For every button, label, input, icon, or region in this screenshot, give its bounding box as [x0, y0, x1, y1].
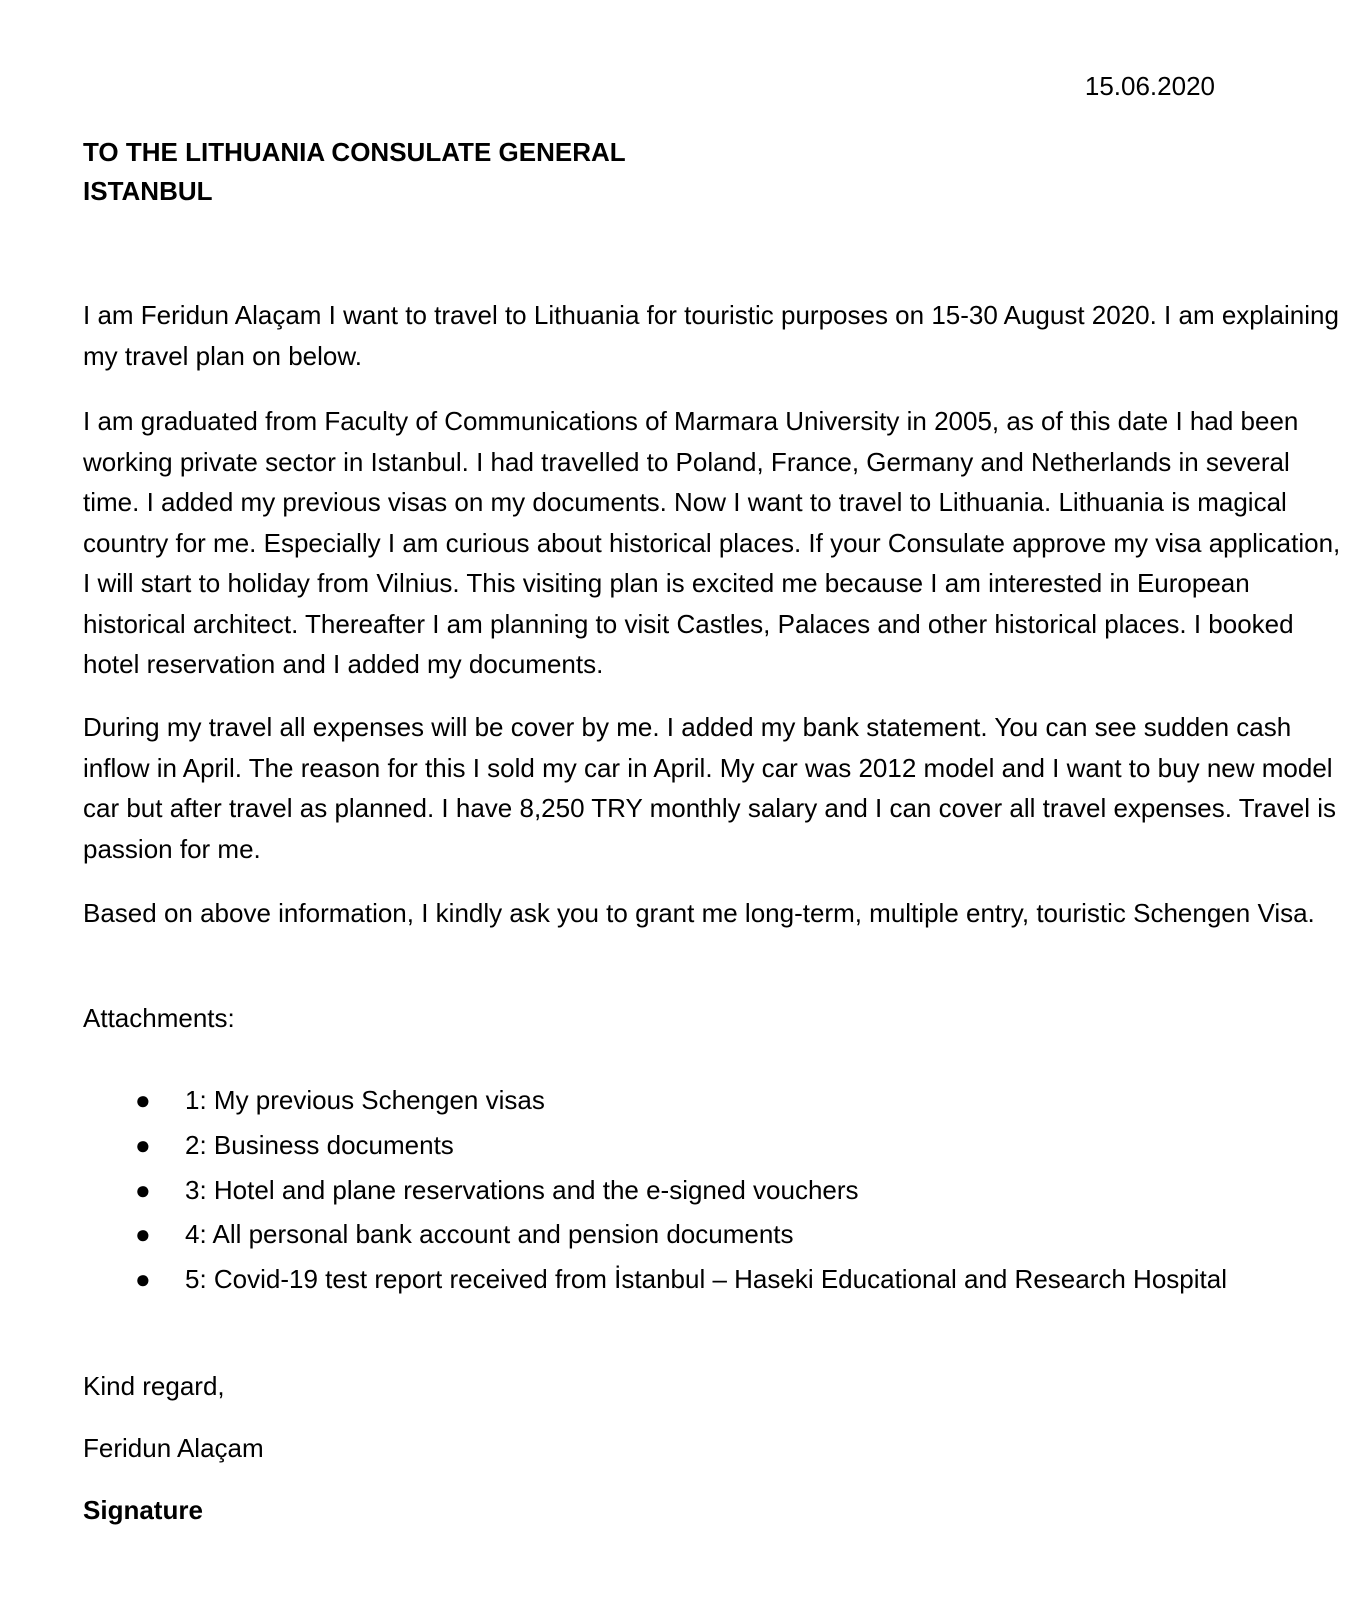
attachment-text: 1: My previous Schengen visas [185, 1085, 545, 1115]
attachment-text: 4: All personal bank account and pension documents [185, 1219, 794, 1250]
sender-name: Feridun Alaçam [83, 1433, 264, 1463]
attachments-list [83, 1078, 1353, 1302]
attachment-text: 5: Covid-19 test report received from İstanbul – Haseki Educational and Research Hospital [185, 1264, 1227, 1295]
background-paragraph: I am graduated from Faculty of Communications of Marmara University in 2005, as of this date I had been working private sector in Istanbul. I had travelled to Poland, France, Germany and Netherlands in several time. I added my previous visas on my documents. Now I want to travel to Lithuania. Lithuania is magical country for me. Especially I am curious about historical places. If your Consulate approve my visa application, I will start to holiday from Vilnius. This visiting plan is excited me because I am interested in European historical architect. Thereafter I am planning to visit Castles, Palaces and other historical places. I booked hotel reservation and I added my documents. [83, 406, 1341, 679]
closing-regard: Kind regard, [83, 1371, 225, 1401]
list-item [83, 1078, 1353, 1123]
request-paragraph: Based on above information, I kindly ask you to grant me long-term, multiple entry, touristic Schengen Visa. [83, 898, 1315, 928]
bullet-icon: ● [135, 1264, 151, 1295]
signature-label: Signature [83, 1495, 203, 1525]
recipient-line-1: TO THE LITHUANIA CONSULATE GENERAL [83, 137, 626, 167]
attachment-text: 2: Business documents [185, 1129, 454, 1160]
expenses-paragraph: During my travel all expenses will be cover by me. I added my bank statement. You can see sudden cash inflow in April. The reason for this I sold my car in April. My car was 2012 model and I want to buy new model car but after travel as planned. I have 8,250 TRY monthly salary and I can cover all travel expenses. Travel is passion for me. [83, 712, 1337, 864]
attachment-text: 3: Hotel and plane reservations and the e-signed vouchers [185, 1174, 859, 1205]
recipient-line-2: ISTANBUL [83, 176, 213, 206]
bullet-icon: ● [135, 1129, 151, 1160]
list-item [83, 1212, 1353, 1257]
intro-paragraph: I am Feridun Alaçam I want to travel to Lithuania for touristic purposes on 15-30 August 2020. I am explaining my travel plan on below. [83, 300, 1339, 371]
list-item [83, 1123, 1353, 1168]
list-item [83, 1257, 1353, 1302]
bullet-icon: ● [135, 1085, 151, 1115]
recipient-block [83, 133, 626, 211]
list-item [83, 1168, 1353, 1213]
bullet-icon: ● [135, 1219, 151, 1250]
bullet-icon: ● [135, 1174, 151, 1205]
letter-date: 15.06.2020 [1084, 71, 1215, 101]
attachments-heading: Attachments: [83, 1003, 235, 1033]
